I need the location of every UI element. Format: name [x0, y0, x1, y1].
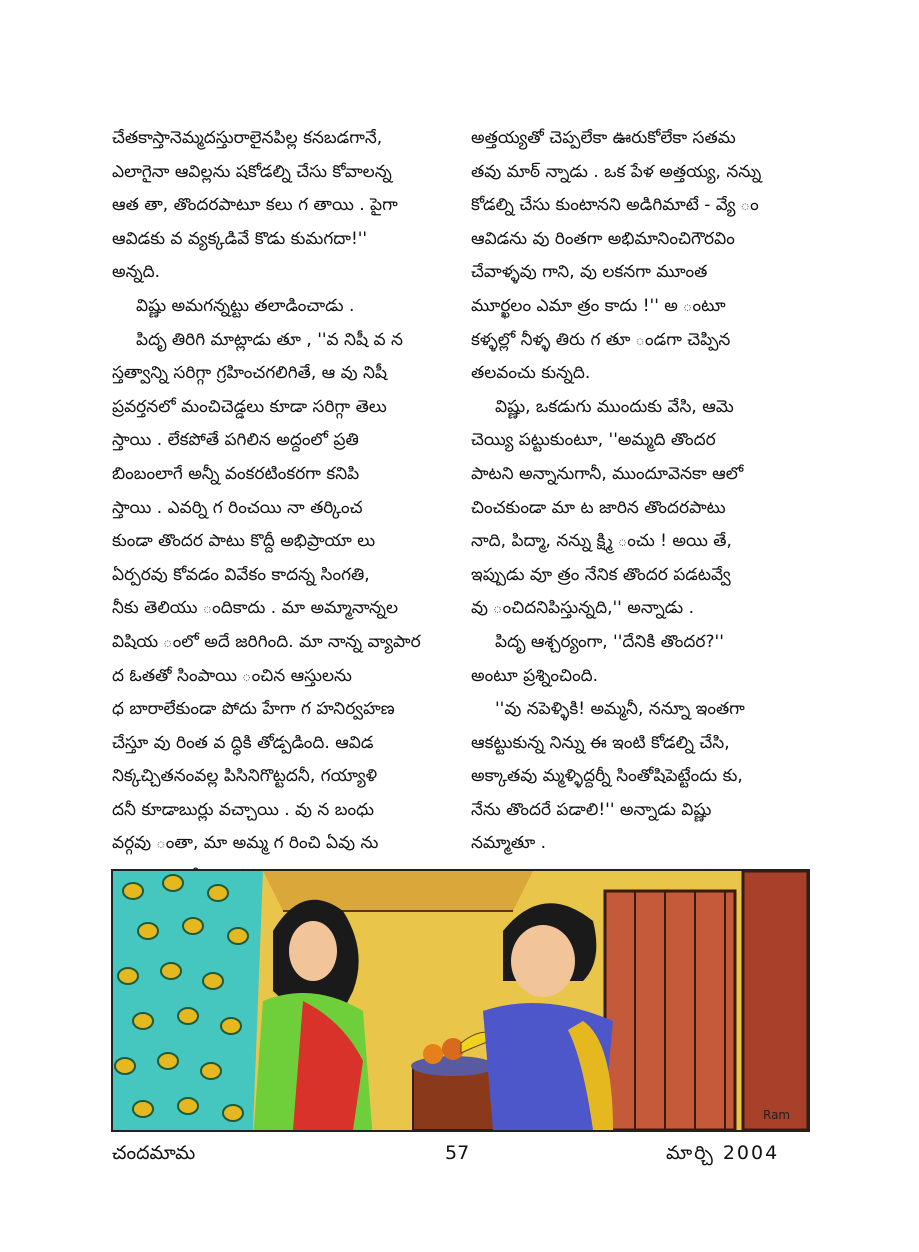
text-line: తవు మాఠ్ న్నాడు . ఒక పేళ అత్తయ్య, నన్ను	[471, 161, 762, 182]
man-face	[511, 925, 575, 997]
text-line: స్తాయి . ఎవర్ని గ రించయి నా తర్కించ	[112, 497, 363, 518]
text-line: విషియ ంలో అదే జరిగింది. మా నాన్న వ్యాపార	[112, 631, 421, 652]
text-line: స్తత్వాన్ని సరిగ్గా గ్రహించగలిగితే, ఆ వు నిషీ	[112, 363, 388, 384]
paragraph-start: విష్ణు, ఒకడుగు ముందుకు వేసి, ఆమె	[495, 396, 734, 417]
issue-date: మార్చి 2004	[666, 1142, 780, 1164]
text-line: చేవాళ్ళవు గాని, వు లకనగా మూంత	[471, 262, 708, 283]
text-line: వు ంచిదనిపిస్తున్నది,'' అన్నాడు .	[471, 598, 694, 619]
text-line: ఏర్పరవు కోవడం వివేకం కాదన్న సింగతి,	[112, 564, 370, 585]
text-line: ఎలాగైనా ఆవిల్లను షకోడల్ని చేసు కోవాలన్న	[112, 161, 392, 182]
text-line: చేస్తూ వు రింత వ ద్ధికి తోడ్పడింది. ఆవిడ	[112, 732, 374, 753]
text-line: నాది, పిద్మా, నన్ను క్ష్మి ంచు ! అయి తే,	[471, 531, 732, 552]
text-line: మూర్ఖలం ఎమా త్రం కాదు !'' అ ంటూ	[471, 295, 726, 316]
paragraph-start: విష్ణు అమగన్నట్టు తలాడించాడు .	[136, 295, 355, 316]
text-line: అన్నది.	[112, 262, 160, 283]
text-line: నేను తొందరే పడాలి!'' అన్నాడు విష్ణు	[471, 799, 712, 820]
text-line: కుండా తొందర పాటు కొద్దీ అభిప్రాయా లు	[112, 531, 376, 552]
left-text-column	[112, 122, 468, 928]
text-line: నిక్కచ్చితనంవల్ల పిసినిగొట్టదనీ, గయ్యాళి	[112, 766, 378, 787]
wooden-door	[605, 891, 735, 1130]
text-line: ప్రవర్తనలో మంచిచెడ్డలు కూడా సరిగ్గా తెలు	[112, 396, 387, 417]
text-line: అంటూ ప్రశ్నించింది.	[471, 665, 599, 686]
text-line: ధ బారాలేకుండా పోదు హేగా గ హనిర్వహణ	[112, 699, 395, 720]
magazine-name: చందమామ	[112, 1142, 196, 1164]
story-illustration	[111, 869, 810, 1132]
text-line: ఆవిడను వు రింతగా అభిమానించిగౌరవిం	[471, 228, 735, 249]
page-number: 57	[445, 1142, 470, 1164]
paragraph-start: పిదృ ఆశ్చర్యంగా, ''దేనికి తొందర?''	[495, 631, 724, 652]
text-line: ఆత తా, తొందరపాటూ కలు గ తాయి . పైగా	[112, 195, 398, 216]
text-line: తలవంచు కున్నది.	[471, 363, 591, 384]
door-frame	[743, 871, 808, 1130]
text-line: ఆకట్టుకున్న నిన్ను ఈ ఇంటి కోడల్ని చేసి,	[471, 732, 730, 753]
text-line: కోడల్ని చేసు కుంటానని అడిగిమాటే - వ్యే ం	[471, 195, 759, 216]
woman-face	[289, 921, 337, 981]
artist-signature: Ram	[763, 1108, 791, 1122]
text-line: అత్తయ్యతో చెప్పలేకా ఊరుకోలేకా సతమ	[471, 128, 736, 148]
text-line: వర్గవు ంతా, మా అమ్మ గ రించి ఏవు ను	[112, 833, 379, 854]
text-line: ద ఓతతో సింపాయి ంచిన ఆస్తులను	[112, 665, 352, 686]
illustration-drawing	[113, 871, 808, 1130]
text-line: స్తాయి . లేకపోతే పగిలిన అద్దంలో ప్రతి	[112, 430, 359, 451]
paragraph-start: పిదృ తిరిగి మాట్లాడు తూ , ''వ నిషీ వ న	[136, 329, 403, 350]
text-line: చేతకాస్తానెమ్మదస్తురాలైనపిల్ల కనబడగానే,	[112, 128, 383, 148]
text-line: అక్కాతవు మ్మళ్ళిద్దర్నీ సింతోషిపెట్టేందు కు,	[471, 766, 743, 787]
text-line: దనీ కూడాబుర్లు వచ్చాయి . వు న బంధు	[112, 799, 375, 820]
text-line: చించకుండా మా ట జారిన తొందరపాటు	[471, 497, 726, 518]
text-line: ఆవిడకు వ వ్యక్కడివే కొడు కుమగదా!''	[112, 228, 368, 249]
text-line: నమ్మాతూ .	[471, 833, 547, 854]
text-line: ఇప్పుడు వూ త్రం నేనిక తొందర పడటవ్వే	[471, 564, 731, 585]
text-line: నీకు తెలియు ందికాదు . మా అమ్మానాన్నల	[112, 598, 398, 619]
text-line: పాటని అన్నానుగానీ, ముందూవెనకా ఆలో	[471, 463, 744, 484]
curtain	[113, 871, 263, 1130]
right-text-column	[471, 122, 827, 928]
text-line: కళ్ళల్లో నీళ్ళ తిరు గ తూ ండగా చెప్పిన	[471, 329, 731, 350]
text-line: బింబంలాగే అన్నీ వంకరటింకరగా కనిపి	[112, 463, 360, 484]
paragraph-start: ''వు నపెళ్ళికి! అమ్మనీ, నన్నూ ఇంతగా	[495, 699, 745, 720]
text-line: చెయ్యి పట్టుకుంటూ, ''అమ్మది తొందర	[471, 430, 716, 451]
